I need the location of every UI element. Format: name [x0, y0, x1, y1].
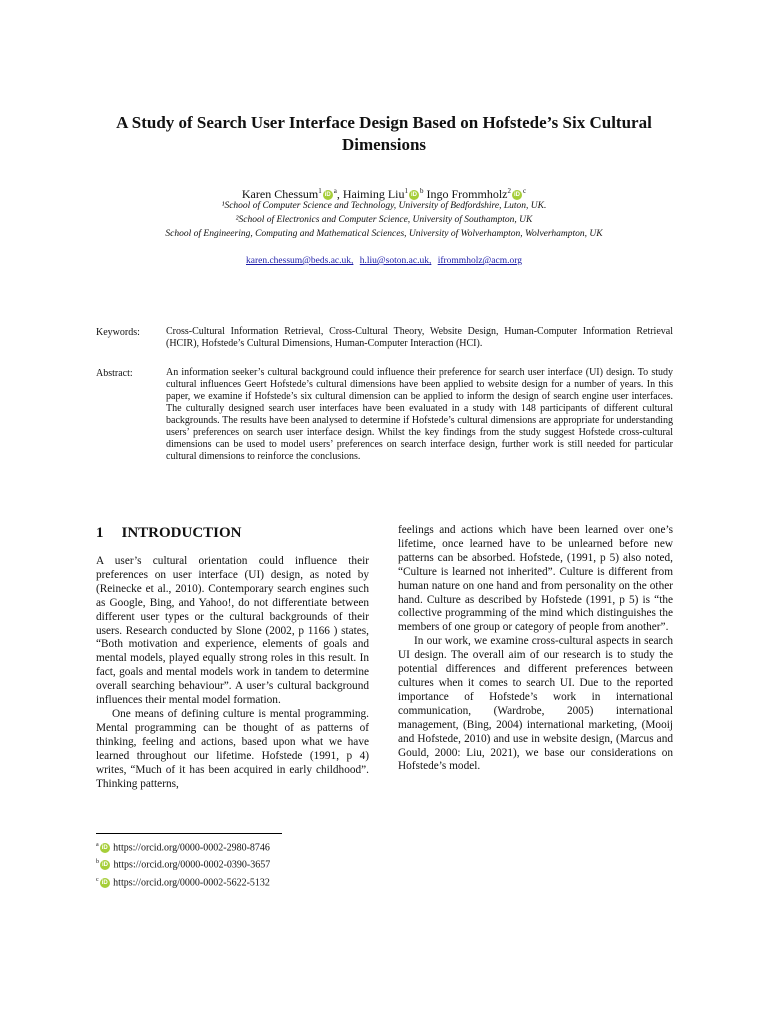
- affiliation-superscript: 1: [318, 187, 322, 195]
- author-name: Karen Chessum: [241, 187, 319, 201]
- footnote-mark: b: [96, 859, 99, 866]
- footnote: [96, 855, 270, 872]
- affiliation-superscript: 1: [404, 187, 408, 195]
- affiliation-line: School of Engineering, Computing and Mathematical Sciences, University of Wolverhampton, Wolverhampton, UK: [165, 229, 603, 239]
- abstract-text: An information seeker’s cultural background could influence their preference for search user interface (UI) design. To study cultural influences Geert Hofstede’s cultural dimensions have been applied to website design for a number of years. In this paper, we examine if Hofstede’s six cultural dimension can be applied to inform the design of search engine user interfaces. The culturally designed search user interfaces have been evaluated in a study with 148 participants of different cultural backgrounds. The results have been analysed to determine if Hofstede’s cultural dimensions are appropriate for understanding users’ preferences on search user interface design. Whilst the key findings from the study suggest Hofstede cross-cultural dimensions can be used to model users’ preferences on search interface design, further work is still needed for particular cultural dimensions to reinforce the conclusions.: [166, 367, 673, 462]
- footnote-mark: c: [523, 187, 527, 195]
- section-number: 1: [96, 525, 104, 541]
- paper-title: A Study of Search User Interface Design Based on Hofstede’s Six Cultural Dimensions: [116, 113, 652, 154]
- orcid-icon[interactable]: iD: [411, 192, 417, 199]
- author-emails: [0, 254, 768, 268]
- email-link[interactable]: h.liu@soton.ac.uk,: [359, 256, 432, 266]
- orcid-icon: iD: [101, 845, 108, 852]
- affiliations: [0, 199, 768, 241]
- left-column: [96, 555, 369, 825]
- footnote-divider: [96, 833, 282, 834]
- orcid-icon: iD: [101, 879, 108, 886]
- footnotes: [96, 838, 270, 890]
- keywords-label: Keywords:: [96, 327, 140, 338]
- footnote-mark: b: [420, 187, 424, 195]
- email-link[interactable]: ifrommholz@acm.org: [437, 256, 522, 266]
- author-name: , Haiming Liu: [336, 187, 405, 201]
- body-paragraph: A user’s cultural orientation could influence their preferences on user interface (UI) design, as noted by (Reinecke et al., 2010). Contemporary search engines such as Google, Bing, and Yahoo!, do not differentiate between different user types or the cultural backgrounds of their users. Research conducted by Slone (2002, p 1166 ) states, “Both motivation and experience, elements of goals and mental models, played equally strong roles in this result. In fact, goals and mental models work in tandem to determine overall searching behaviour”. A user’s cultural background influences their mental model formation.: [96, 555, 369, 707]
- footnote-mark: c: [96, 876, 99, 883]
- affiliation-line: ²School of Electronics and Computer Science, University of Southampton, UK: [235, 215, 533, 225]
- body-paragraph: In our work, we examine cross-cultural aspects in search UI design. The overall aim of our research is to study the potential differences and different preferences between cultures when it comes to search UI. Due to the reported importance of Hofstede’s work in international communication, (Wardrobe, 2005) international management, (Bing, 2004) international marketing, (Mooij and Hofstede, 2010) and use in website design, (Marcus and Gould, 2000: Liu, 2021), we base our considerations on Hofstede’s model.: [398, 635, 673, 773]
- affiliation-superscript: 2: [507, 187, 511, 195]
- orcid-icon[interactable]: iD: [514, 192, 520, 199]
- orcid-url[interactable]: https://orcid.org/0000-0002-0390-3657: [113, 859, 271, 871]
- section-title: INTRODUCTION: [121, 525, 242, 541]
- body-paragraph: feelings and actions which have been learned over one’s lifetime, once learned have to be unlearned before new patterns can be absorbed. Hofstede, (1991, p 5) also noted, “Culture is learned not inherited”. Culture is different from human nature on one hand and from personality on the other hand. Culture as described by Hofstede (1991, p 5) is “the collective programming of the mind which distinguishes the members of one group or category of people from another”.: [398, 524, 673, 634]
- right-column: [398, 524, 673, 824]
- orcid-url[interactable]: https://orcid.org/0000-0002-2980-8746: [113, 842, 270, 854]
- footnote-mark: a: [333, 187, 337, 195]
- affiliation-line: ¹School of Computer Science and Technology, University of Bedfordshire, Luton, UK.: [221, 201, 547, 211]
- body-paragraph: One means of defining culture is mental programming. Mental programming can be thought of as patterns of thinking, feeling and actions, based upon what we have learned throughout our lifetime. Hofstede (1991, p 4) writes, “Much of it has been acquired in early childhood”. Thinking patterns,: [96, 707, 369, 790]
- email-link[interactable]: karen.chessum@beds.ac.uk,: [245, 256, 354, 266]
- orcid-icon: iD: [102, 862, 108, 869]
- section-heading: [96, 524, 242, 542]
- orcid-icon[interactable]: iD: [324, 192, 331, 199]
- keywords-text: Cross-Cultural Information Retrieval, Cross-Cultural Theory, Website Design, Human-Computer Information Retrieval (HCIR), Hofstede’s Cultural Dimensions, Human-Computer Interaction (HCI).: [166, 326, 673, 349]
- author-name: Ingo Frommholz: [423, 187, 508, 201]
- abstract-label: Abstract:: [96, 368, 133, 379]
- footnote: [96, 838, 270, 855]
- orcid-url[interactable]: https://orcid.org/0000-0002-5622-5132: [113, 876, 270, 888]
- footnote: [96, 873, 270, 890]
- footnote-mark: a: [96, 842, 99, 848]
